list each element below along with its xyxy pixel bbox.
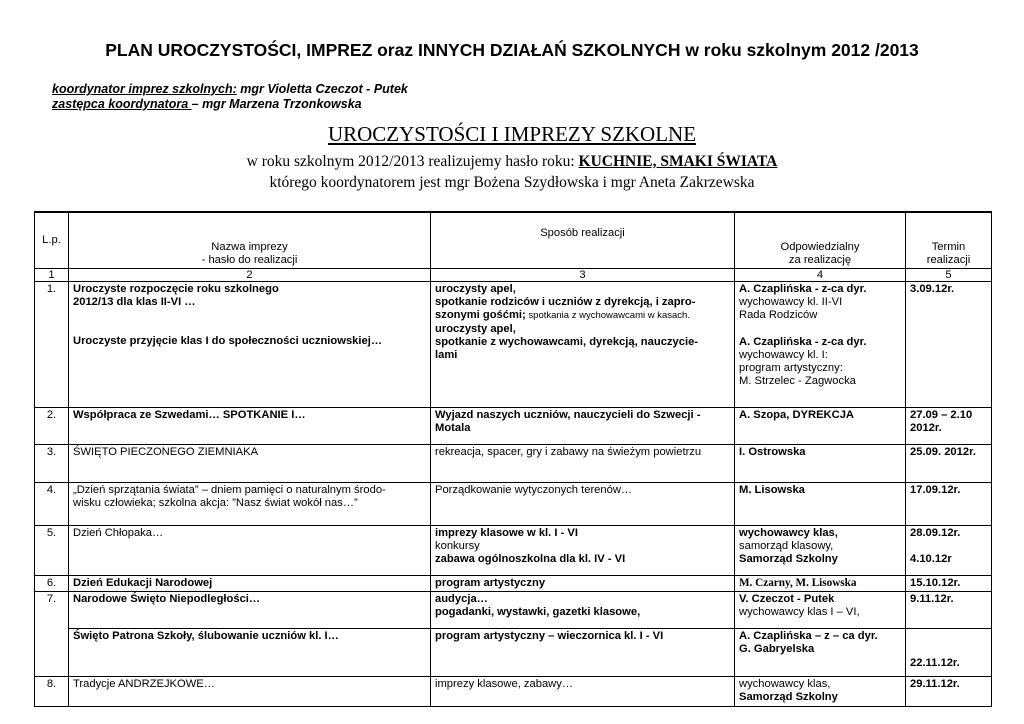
event-name: ŚWIĘTO PIECZONEGO ZIEMNIAKA — [69, 445, 431, 483]
event-method: imprezy klasowe, zabawy… — [431, 677, 735, 707]
event-method: Wyjazd naszych uczniów, nauczycieli do Szwecji - Motala — [431, 408, 735, 445]
header-method: Sposób realizacji — [431, 212, 735, 269]
events-table — [34, 211, 992, 707]
column-number: 3 — [431, 269, 735, 282]
table-row — [35, 592, 992, 629]
event-name: Święto Patrona Szkoły, ślubowanie uczniów kl. I… — [69, 629, 431, 677]
event-responsible: M. Czarny, M. Lisowska — [735, 576, 906, 592]
event-method: uroczysty apel, spotkanie rodziców i uczniów z dyrekcją, i zapro- szonymi gośćmi; spotkania z wychowawcami w kasach. uroczysty apel, spotkanie z wychowawcami, dyrekcją, nauczycie- lami — [431, 282, 735, 408]
column-number: 1 — [35, 269, 69, 282]
row-number: 5. — [35, 526, 69, 576]
row-number: 3. — [35, 445, 69, 483]
event-name: Dzień Chłopaka… — [69, 526, 431, 576]
event-term: 28.09.12r. 4.10.12r — [906, 526, 992, 576]
table-row — [35, 576, 992, 592]
row-number: 7. — [35, 592, 69, 677]
event-responsible: A. Czaplińska – z – ca dyr. G. Gabryelska — [735, 629, 906, 677]
event-term: 29.11.12r. — [906, 677, 992, 707]
table-row — [35, 282, 992, 408]
event-term: 9.11.12r. — [906, 592, 992, 629]
motto-line — [0, 153, 1024, 171]
motto-coordinators: którego koordynatorem jest mgr Bożena Szydłowska i mgr Aneta Zakrzewska — [269, 174, 755, 191]
event-name: Współpraca ze Szwedami… SPOTKANIE I… — [69, 408, 431, 445]
deputy-name: – mgr Marzena Trzonkowska — [191, 97, 362, 111]
section-heading: UROCZYSTOŚCI I IMPREZY SZKOLNE — [327, 122, 697, 146]
row-number: 8. — [35, 677, 69, 707]
deputy-label: zastępca koordynatora — [52, 97, 192, 111]
event-method: Porządkowanie wytyczonych terenów… — [431, 483, 735, 526]
event-term: 25.09. 2012r. — [906, 445, 992, 483]
event-responsible: A. Czaplińska - z-ca dyr. wychowawcy kl. II-VI Rada Rodziców A. Czaplińska - z-ca dyr. wychowawcy kl. I: program artystyczny: M. Strzelec - Zagwocka — [735, 282, 906, 408]
table-row — [35, 526, 992, 576]
event-name: Narodowe Święto Niepodległości… — [69, 592, 431, 629]
event-term: 22.11.12r. — [906, 629, 992, 677]
row-number: 4. — [35, 483, 69, 526]
header-term: Termin realizacji — [906, 212, 992, 269]
column-number: 4 — [735, 269, 906, 282]
header-name: Nazwa imprezy - hasło do realizacji — [69, 212, 431, 269]
table-header-row — [35, 212, 992, 269]
event-name: Tradycje ANDRZEJKOWE… — [69, 677, 431, 707]
document-title: PLAN UROCZYSTOŚCI, IMPREZ oraz INNYCH DZIAŁAŃ SZKOLNYCH w roku szkolnym 2012 /2013 — [105, 40, 919, 60]
event-method: rekreacja, spacer, gry i zabawy na świeżym powietrzu — [431, 445, 735, 483]
event-method: audycja… pogadanki, wystawki, gazetki klasowe, — [431, 592, 735, 629]
event-term: 27.09 – 2.10 2012r. — [906, 408, 992, 445]
header-lp: L.p. — [35, 212, 69, 269]
row-number: 1. — [35, 282, 69, 408]
table-row — [35, 483, 992, 526]
row-number: 2. — [35, 408, 69, 445]
event-responsible: wychowawcy klas, Samorząd Szkolny — [735, 677, 906, 707]
event-responsible: wychowawcy klas, samorząd klasowy, Samorząd Szkolny — [735, 526, 906, 576]
column-number: 2 — [69, 269, 431, 282]
header-responsible: Odpowiedzialny za realizację — [735, 212, 906, 269]
event-term: 15.10.12r. — [906, 576, 992, 592]
event-responsible: I. Ostrowska — [735, 445, 906, 483]
event-responsible: A. Szopa, DYREKCJA — [735, 408, 906, 445]
event-method: program artystyczny — [431, 576, 735, 592]
event-name: Uroczyste rozpoczęcie roku szkolnego 2012/13 dla klas II-VI … Uroczyste przyjęcie klas I do społeczności uczniowskiej… — [69, 282, 431, 408]
event-name: „Dzień sprzątania świata” – dniem pamięci o naturalnym środo- wisku człowieka; szkolna akcja: ”Nasz świat wokół nas…” — [69, 483, 431, 526]
event-responsible: M. Lisowska — [735, 483, 906, 526]
deputy-line — [52, 97, 362, 111]
table-row — [35, 408, 992, 445]
column-number: 5 — [906, 269, 992, 282]
row-number: 6. — [35, 576, 69, 592]
event-term: 3.09.12r. — [906, 282, 992, 408]
event-name: Dzień Edukacji Narodowej — [69, 576, 431, 592]
table-row — [35, 629, 992, 677]
motto-text: KUCHNIE, SMAKI ŚWIATA — [578, 153, 778, 170]
event-method: program artystyczny – wieczornica kl. I - VI — [431, 629, 735, 677]
event-method: imprezy klasowe w kl. I - VI konkursy zabawa ogólnoszkolna dla kl. IV - VI — [431, 526, 735, 576]
motto-prefix: w roku szkolnym 2012/2013 realizujemy hasło roku: — [246, 153, 579, 170]
table-row — [35, 445, 992, 483]
coordinator-name: mgr Violetta Czeczot - Putek — [236, 82, 408, 96]
coordinator-line — [52, 82, 408, 96]
column-number-row — [35, 269, 992, 282]
event-term: 17.09.12r. — [906, 483, 992, 526]
coordinator-label: koordynator imprez szkolnych: — [52, 82, 237, 96]
table-row — [35, 677, 992, 707]
event-responsible: V. Czeczot - Putek wychowawcy klas I – VI, — [735, 592, 906, 629]
